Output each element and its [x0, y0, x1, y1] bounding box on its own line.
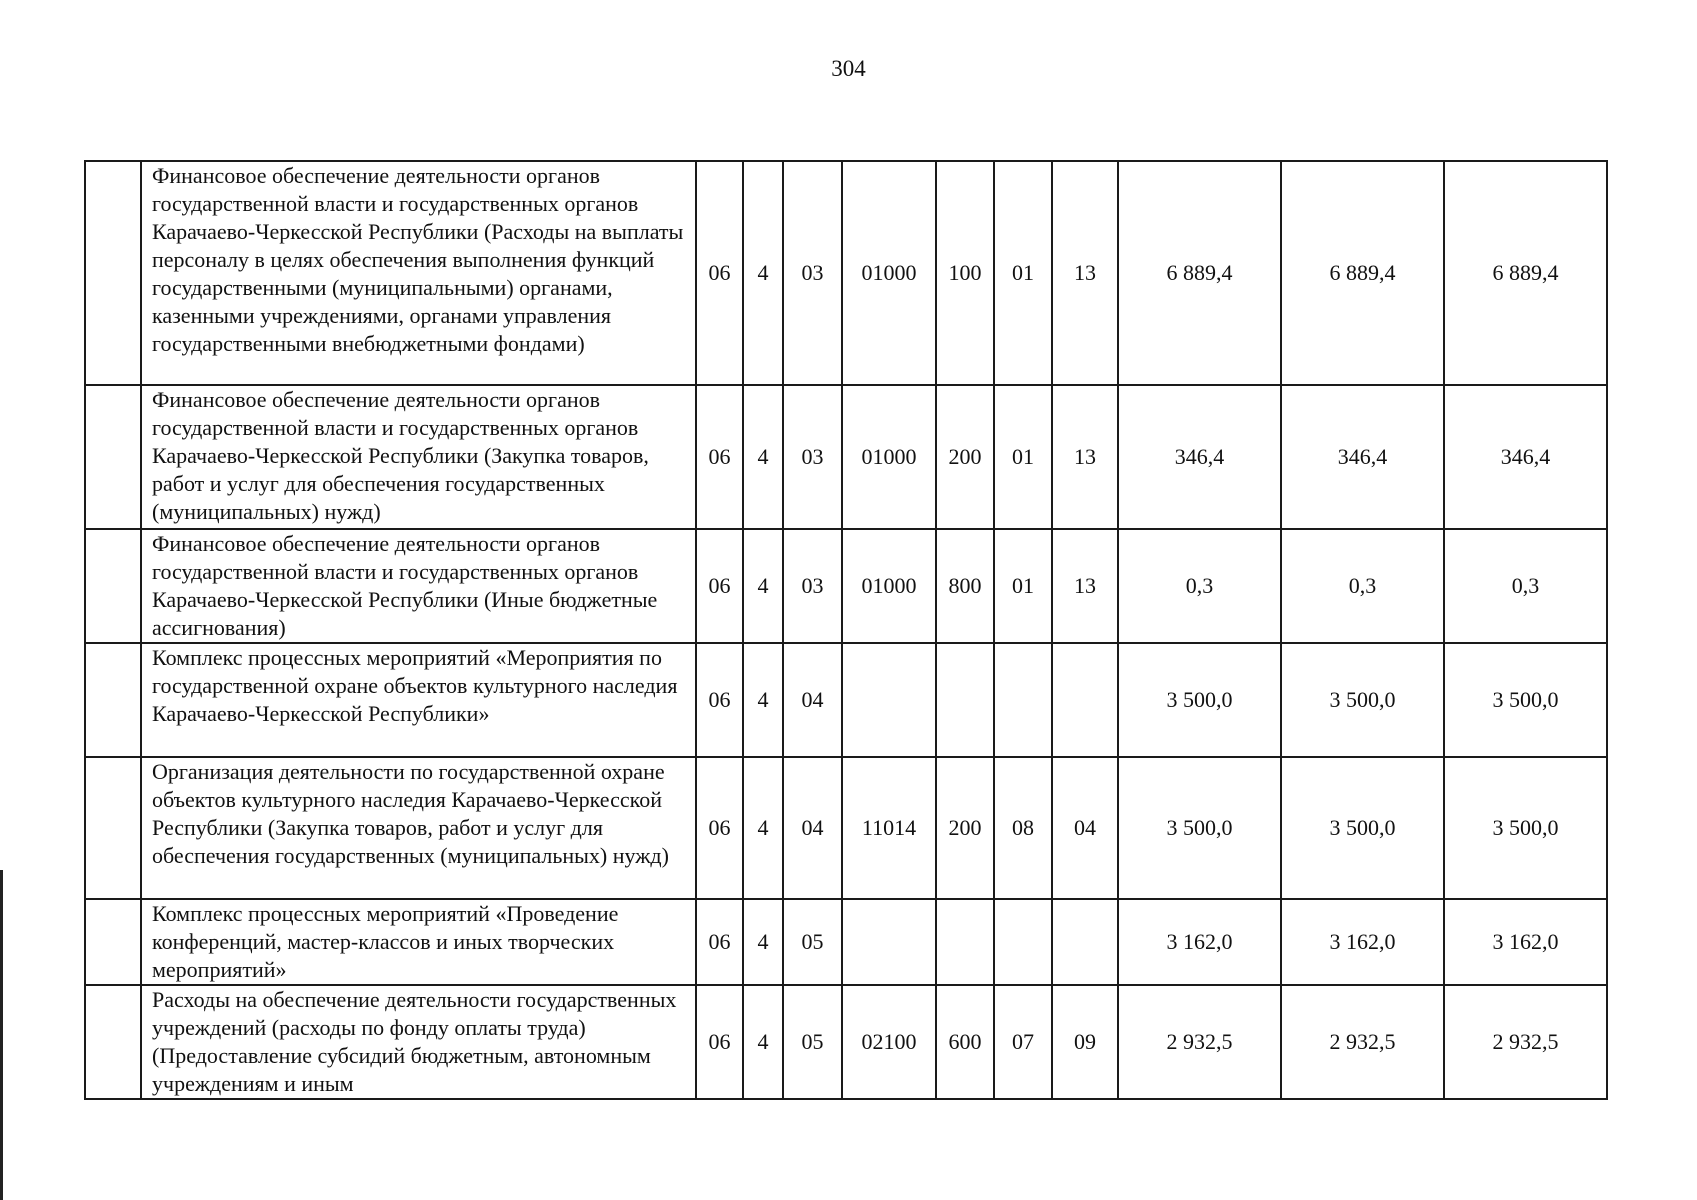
- subsection-code-cell: [1052, 643, 1118, 757]
- ministry-code-cell: 06: [696, 985, 743, 1099]
- program-code-cell: 4: [743, 161, 783, 385]
- ministry-code-cell: 06: [696, 899, 743, 985]
- ministry-code-cell: 06: [696, 385, 743, 529]
- subsection-code-cell: 09: [1052, 985, 1118, 1099]
- section-code-cell: [994, 899, 1052, 985]
- row-number-cell: [85, 643, 141, 757]
- table-row: [85, 899, 1607, 985]
- amount-year1-cell: 3 162,0: [1118, 899, 1281, 985]
- subprogram-code-cell: 04: [783, 643, 842, 757]
- table-row: [85, 643, 1607, 757]
- program-code-cell: 4: [743, 985, 783, 1099]
- program-code-cell: 4: [743, 643, 783, 757]
- amount-year1-cell: 2 932,5: [1118, 985, 1281, 1099]
- direction-code-cell: 11014: [842, 757, 936, 899]
- subprogram-code-cell: 03: [783, 529, 842, 643]
- row-number-cell: [85, 757, 141, 899]
- amount-year2-cell: 2 932,5: [1281, 985, 1444, 1099]
- expense-name-cell: Финансовое обеспечение деятельности органов государственной власти и государственных органов Карачаево-Черкесской Республики (Расходы на выплаты персоналу в целях обеспечения выполнения функций государственными (муниципальными) органами, казенными учреждениями, органами управления государственными внебюджетными фондами): [141, 161, 696, 385]
- subsection-code-cell: 13: [1052, 161, 1118, 385]
- row-number-cell: [85, 899, 141, 985]
- amount-year3-cell: 3 162,0: [1444, 899, 1607, 985]
- amount-year2-cell: 3 162,0: [1281, 899, 1444, 985]
- expense-name-cell: Финансовое обеспечение деятельности органов государственной власти и государственных органов Карачаево-Черкесской Республики (Закупка товаров, работ и услуг для обеспечения государственных (муниципальных) нужд): [141, 385, 696, 529]
- subprogram-code-cell: 03: [783, 385, 842, 529]
- section-code-cell: 08: [994, 757, 1052, 899]
- subsection-code-cell: 13: [1052, 529, 1118, 643]
- expense-type-code-cell: 100: [936, 161, 994, 385]
- subsection-code-cell: [1052, 899, 1118, 985]
- expense-type-code-cell: 600: [936, 985, 994, 1099]
- expense-type-code-cell: 800: [936, 529, 994, 643]
- amount-year2-cell: 0,3: [1281, 529, 1444, 643]
- section-code-cell: 01: [994, 529, 1052, 643]
- amount-year1-cell: 0,3: [1118, 529, 1281, 643]
- budget-table: [84, 160, 1608, 1100]
- amount-year3-cell: 6 889,4: [1444, 161, 1607, 385]
- program-code-cell: 4: [743, 529, 783, 643]
- table-row: [85, 757, 1607, 899]
- expense-type-code-cell: [936, 899, 994, 985]
- amount-year1-cell: 3 500,0: [1118, 643, 1281, 757]
- ministry-code-cell: 06: [696, 529, 743, 643]
- amount-year2-cell: 6 889,4: [1281, 161, 1444, 385]
- page-number: 304: [831, 56, 866, 81]
- program-code-cell: 4: [743, 385, 783, 529]
- direction-code-cell: 01000: [842, 161, 936, 385]
- ministry-code-cell: 06: [696, 643, 743, 757]
- direction-code-cell: [842, 899, 936, 985]
- subprogram-code-cell: 04: [783, 757, 842, 899]
- subprogram-code-cell: 05: [783, 899, 842, 985]
- table-row: [85, 385, 1607, 529]
- row-number-cell: [85, 985, 141, 1099]
- scan-edge-mark: [0, 870, 3, 1200]
- row-number-cell: [85, 385, 141, 529]
- expense-name-cell: Организация деятельности по государственной охране объектов культурного наследия Карачаево-Черкесской Республики (Закупка товаров, работ и услуг для обеспечения государственных (муниципальных) нужд): [141, 757, 696, 899]
- section-code-cell: 01: [994, 161, 1052, 385]
- direction-code-cell: 01000: [842, 385, 936, 529]
- row-number-cell: [85, 161, 141, 385]
- expense-name-cell: Расходы на обеспечение деятельности государственных учреждений (расходы по фонду оплаты труда) (Предоставление субсидий бюджетным, автономным учреждениям и иным: [141, 985, 696, 1099]
- section-code-cell: 01: [994, 385, 1052, 529]
- table-row: [85, 529, 1607, 643]
- expense-type-code-cell: [936, 643, 994, 757]
- amount-year3-cell: 3 500,0: [1444, 757, 1607, 899]
- expense-name-cell: Финансовое обеспечение деятельности органов государственной власти и государственных органов Карачаево-Черкесской Республики (Иные бюджетные ассигнования): [141, 529, 696, 643]
- ministry-code-cell: 06: [696, 161, 743, 385]
- amount-year3-cell: 2 932,5: [1444, 985, 1607, 1099]
- expense-name-cell: Комплекс процессных мероприятий «Мероприятия по государственной охране объектов культурного наследия Карачаево-Черкесской Республики»: [141, 643, 696, 757]
- amount-year1-cell: 346,4: [1118, 385, 1281, 529]
- table-row: [85, 161, 1607, 385]
- amount-year3-cell: 3 500,0: [1444, 643, 1607, 757]
- program-code-cell: 4: [743, 757, 783, 899]
- section-code-cell: [994, 643, 1052, 757]
- subsection-code-cell: 04: [1052, 757, 1118, 899]
- amount-year1-cell: 6 889,4: [1118, 161, 1281, 385]
- amount-year3-cell: 346,4: [1444, 385, 1607, 529]
- expense-type-code-cell: 200: [936, 385, 994, 529]
- section-code-cell: 07: [994, 985, 1052, 1099]
- subprogram-code-cell: 05: [783, 985, 842, 1099]
- subsection-code-cell: 13: [1052, 385, 1118, 529]
- row-number-cell: [85, 529, 141, 643]
- program-code-cell: 4: [743, 899, 783, 985]
- direction-code-cell: 01000: [842, 529, 936, 643]
- amount-year2-cell: 3 500,0: [1281, 757, 1444, 899]
- table-row: [85, 985, 1607, 1099]
- expense-type-code-cell: 200: [936, 757, 994, 899]
- direction-code-cell: 02100: [842, 985, 936, 1099]
- amount-year3-cell: 0,3: [1444, 529, 1607, 643]
- amount-year1-cell: 3 500,0: [1118, 757, 1281, 899]
- subprogram-code-cell: 03: [783, 161, 842, 385]
- ministry-code-cell: 06: [696, 757, 743, 899]
- expense-name-cell: Комплекс процессных мероприятий «Проведение конференций, мастер-классов и иных творческих мероприятий»: [141, 899, 696, 985]
- amount-year2-cell: 3 500,0: [1281, 643, 1444, 757]
- amount-year2-cell: 346,4: [1281, 385, 1444, 529]
- direction-code-cell: [842, 643, 936, 757]
